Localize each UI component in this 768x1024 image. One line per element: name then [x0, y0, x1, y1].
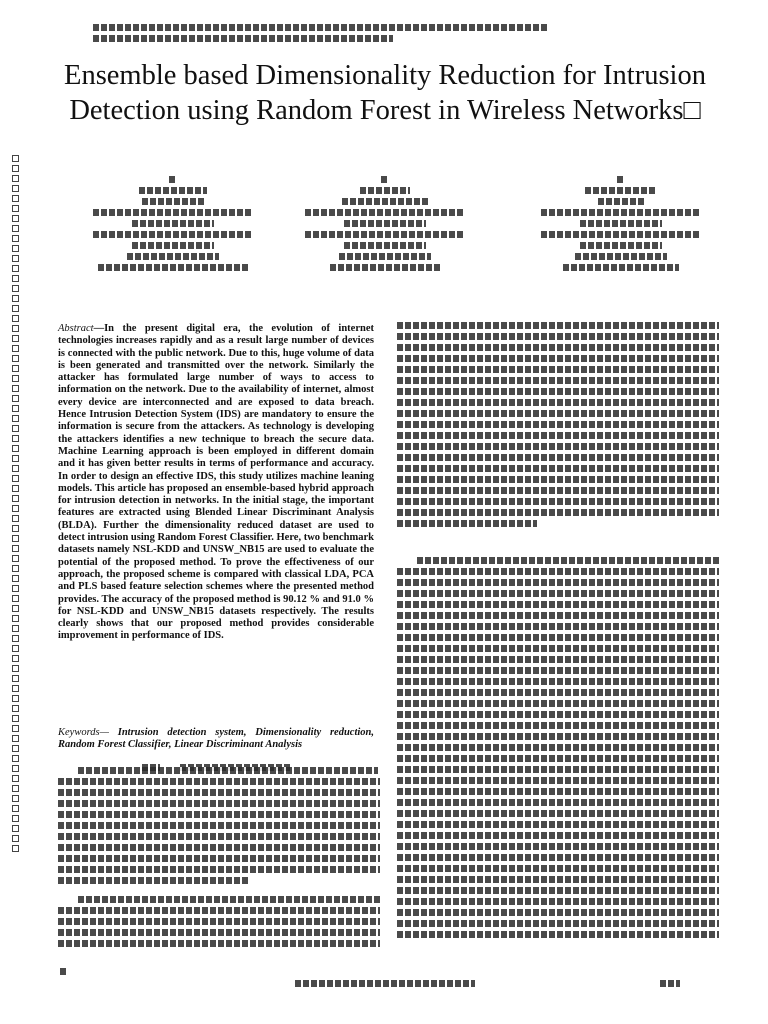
keywords — [58, 727, 374, 752]
side-placeholder-text — [11, 155, 21, 865]
keywords-text: Intrusion detection system, Dimensionality reduction, Random Forest Classifier, Linear Discriminant Analysis — [58, 727, 375, 751]
abstract-text: —In the present digital era, the evolution of internet technologies increases rapidly and as a result large number of devices is connected with the public network. Due to this, huge volume of data is been generated and transmitted over the network. Similarly the attacker has formulated large number of ways to access to information on the network. Due to the availability of internet, almost every device are interconnected and are exposed to data breach. Hence Intrusion Detection System (IDS) are mandatory to ensure the information is secure from the attackers. As technology is developing the attackers identifies a new technique to breach the secure data. Machine Learning approach is been employed in different domain and it has given better results in terms of performance and accuracy. In order to design an effective IDS, this study utilizes machine leaning models. This article has proposed an ensemble-based hybrid approach for intrusion detection in networks. In the initial stage, the important features are extracted using Blended Linear Discriminant Analysis (BLDA). Further the dimensionality reduced dataset are used to detect intrusion using Random Forest Classifier. Here, two benchmark datasets namely NSL-KDD and UNSW_NB15 are used to evaluate the potential of the proposed method. To prove the effectiveness of our approach, the proposed scheme is compared with classical LDA, PCA and PLS based feature selection schemes where the presented method provides. The accuracy of the proposed method is 90.12 % and 91.0 % for NSL-KDD and UNSW_NB15 datasets respectively. The results clearly shows that our proposed method provides considerable improvement in performance of IDS. — [58, 323, 374, 642]
abstract-label: Abstract — [58, 323, 94, 334]
paper-title: Ensemble based Dimensionality Reduction for Intrusion Detection using Random Forest in Wireless Networks□ — [64, 60, 706, 126]
footer-mark — [60, 968, 68, 979]
col2-paragraph-1-placeholder — [397, 322, 719, 531]
col2-paragraph-2-placeholder — [397, 557, 719, 942]
keywords-label: Keywords— — [58, 727, 109, 738]
abstract — [58, 323, 374, 643]
intro-paragraph-2-placeholder — [58, 896, 380, 951]
footer-page-number-placeholder — [660, 980, 680, 991]
intro-paragraph-1-placeholder — [58, 767, 380, 888]
author-block-1 — [78, 176, 268, 275]
author-block-3 — [526, 176, 716, 275]
footer-copyright-placeholder — [295, 980, 475, 991]
header-placeholder-text — [93, 24, 549, 46]
author-block-2 — [290, 176, 480, 275]
